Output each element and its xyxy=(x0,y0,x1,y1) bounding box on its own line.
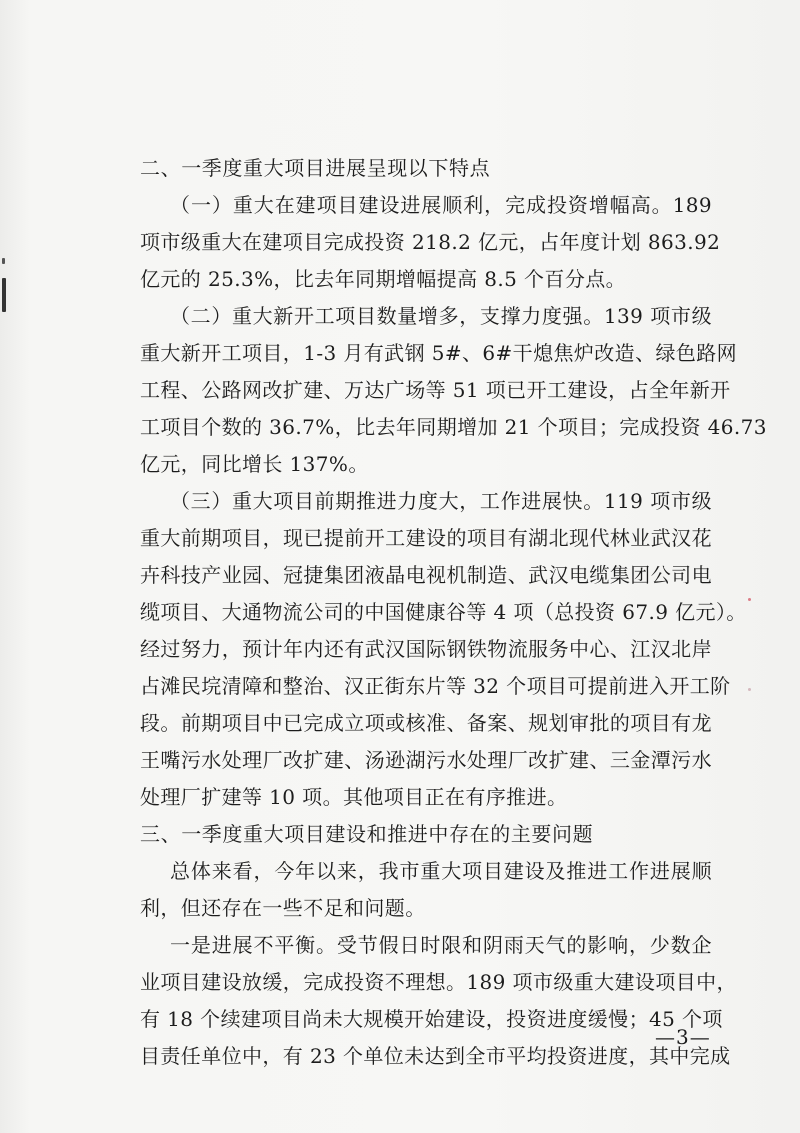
paragraph-line: 一是进展不平衡。受节假日时限和阴雨天气的影响，少数企 xyxy=(170,933,712,957)
ink-speck xyxy=(748,598,751,601)
paragraph-line: 有 18 个续建项目尚未大规模开始建设，投资进度缓慢；45 个项 xyxy=(140,1007,723,1031)
binding-mark xyxy=(2,278,6,312)
binding-mark xyxy=(2,258,5,264)
paragraph-line: 总体来看，今年以来，我市重大项目建设及推进工作进展顺 xyxy=(170,859,712,883)
paragraph-line: 工项目个数的 36.7%，比去年同期增加 21 个项目；完成投资 46.73 xyxy=(140,415,767,439)
paragraph-line: 项市级重大在建项目完成投资 218.2 亿元，占年度计划 863.92 xyxy=(140,230,721,254)
paragraph-line: 亿元的 25.3%，比去年同期增幅提高 8.5 个百分点。 xyxy=(140,267,627,291)
paragraph-line: 卉科技产业园、冠捷集团液晶电视机制造、武汉电缆集团公司电 xyxy=(140,563,712,587)
paragraph-line: 目责任单位中，有 23 个单位未达到全市平均投资进度，其中完成 xyxy=(140,1044,731,1068)
paragraph-line: 重大新开工项目，1-3 月有武钢 5#、6#干熄焦炉改造、绿色路网 xyxy=(140,341,738,365)
paragraph-line: 经过努力，预计年内还有武汉国际钢铁物流服务中心、江汉北岸 xyxy=(140,637,712,661)
paragraph-line: （二）重大新开工项目数量增多，支撑力度强。139 项市级 xyxy=(170,304,712,328)
page-number: —3— xyxy=(655,1025,711,1049)
paragraph-line: 占滩民垸清障和整治、汉正街东片等 32 个项目可提前进入开工阶 xyxy=(140,674,731,698)
paragraph-line: 业项目建设放缓，完成投资不理想。189 项市级重大建设项目中， xyxy=(140,970,737,994)
paragraph-line: 工程、公路网改扩建、万达广场等 51 项已开工建设，占全年新开 xyxy=(140,378,731,402)
paragraph-line: 重大前期项目，现已提前开工建设的项目有湖北现代林业武汉花 xyxy=(140,526,712,550)
paragraph-line: （三）重大项目前期推进力度大，工作进展快。119 项市级 xyxy=(170,489,712,513)
paragraph-line: 缆项目、大通物流公司的中国健康谷等 4 项（总投资 67.9 亿元）。 xyxy=(140,600,747,624)
paragraph-line: 段。前期项目中已完成立项或核准、备案、规划审批的项目有龙 xyxy=(140,711,712,735)
section-heading: 三、一季度重大项目建设和推进中存在的主要问题 xyxy=(140,822,594,846)
ink-speck xyxy=(748,688,751,691)
paragraph-line: 利，但还存在一些不足和问题。 xyxy=(140,896,426,920)
paragraph-line: 王嘴污水处理厂改扩建、汤逊湖污水处理厂改扩建、三金潭污水 xyxy=(140,748,712,772)
section-heading: 二、一季度重大项目进展呈现以下特点 xyxy=(140,156,491,180)
paragraph-line: （一）重大在建项目建设进展顺利，完成投资增幅高。189 xyxy=(170,193,712,217)
paragraph-line: 处理厂扩建等 10 项。其他项目正在有序推进。 xyxy=(140,785,568,809)
paragraph-line: 亿元，同比增长 137%。 xyxy=(140,452,369,476)
